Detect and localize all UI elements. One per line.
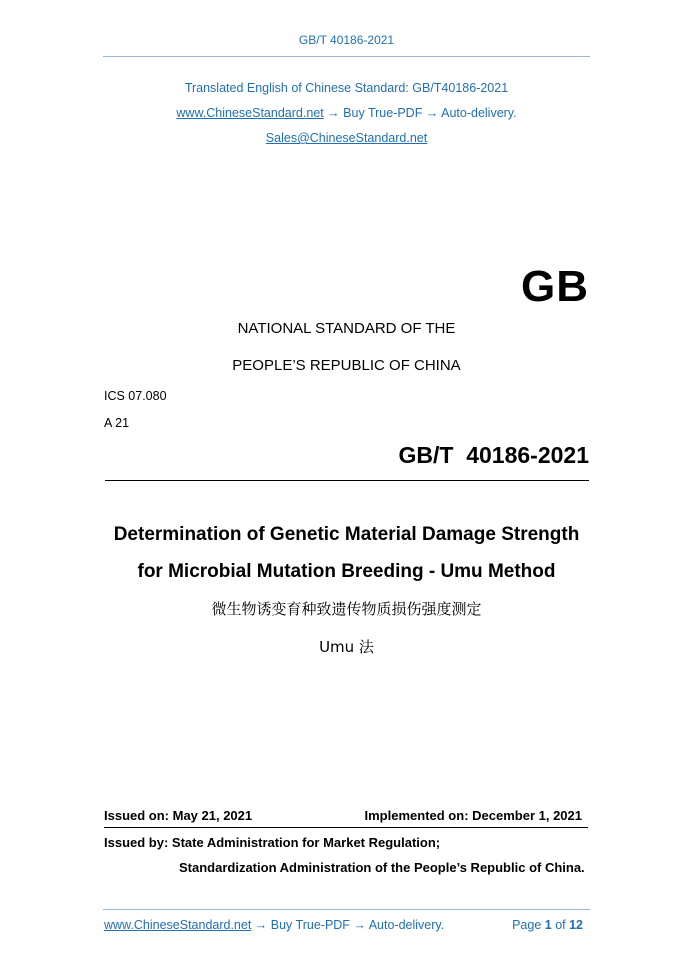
footer-divider: [103, 909, 590, 910]
national-standard-heading: NATIONAL STANDARD OF THE: [237, 320, 456, 337]
footer-site-link[interactable]: www.ChineseStandard.net: [104, 918, 252, 932]
ics-code: ICS 07.080: [104, 389, 167, 403]
implemented-on-date: Implemented on: December 1, 2021: [364, 808, 582, 823]
page-current: 1: [544, 918, 552, 932]
document-title-line-2: for Microbial Mutation Breeding - Umu Method: [137, 561, 556, 582]
footer-links: [104, 918, 444, 932]
sales-line: [0, 131, 693, 145]
auto-delivery-text: Auto-delivery.: [441, 106, 517, 120]
footer-delivery-text: → Buy True-PDF → Auto-delivery.: [251, 918, 445, 932]
page-of: of: [551, 918, 570, 932]
chinese-standard-link[interactable]: www.ChineseStandard.net: [176, 106, 324, 120]
standard-number: GB/T 40186-2021: [398, 442, 589, 468]
document-title-line-1: Determination of Genetic Material Damage Strength: [113, 524, 580, 545]
page-total: 12: [569, 918, 583, 932]
buy-true-pdf-text: Buy True-PDF: [343, 106, 423, 120]
issued-by-second-authority: Standardization Administration of the People’s Republic of China.: [179, 860, 585, 875]
translation-notice: Translated English of Chinese Standard: GB/T40186-2021: [184, 81, 509, 95]
page-label: Page: [512, 918, 545, 932]
header-divider: [103, 56, 590, 57]
classification-code: A 21: [104, 416, 130, 430]
arrow-icon: →: [422, 106, 442, 120]
issued-by: Issued by: State Administration for Market Regulation;: [104, 835, 441, 850]
buy-line: [0, 106, 693, 120]
issued-on-date: Issued on: May 21, 2021: [104, 808, 253, 823]
arrow-icon: →: [323, 106, 344, 120]
page-indicator: [512, 918, 583, 932]
header-standard-code: GB/T 40186-2021: [298, 33, 395, 47]
country-heading: PEOPLE’S REPUBLIC OF CHINA: [232, 357, 461, 374]
gb-logo: GB: [521, 262, 589, 311]
sales-email-link[interactable]: Sales@ChineseStandard.net: [265, 131, 428, 145]
document-title-chinese-method: Umu 法: [319, 638, 374, 656]
document-title-chinese: 微生物诱变育种致遗传物质损伤强度测定: [211, 600, 482, 618]
standard-number-divider: [105, 480, 589, 481]
dates-divider: [104, 827, 588, 828]
